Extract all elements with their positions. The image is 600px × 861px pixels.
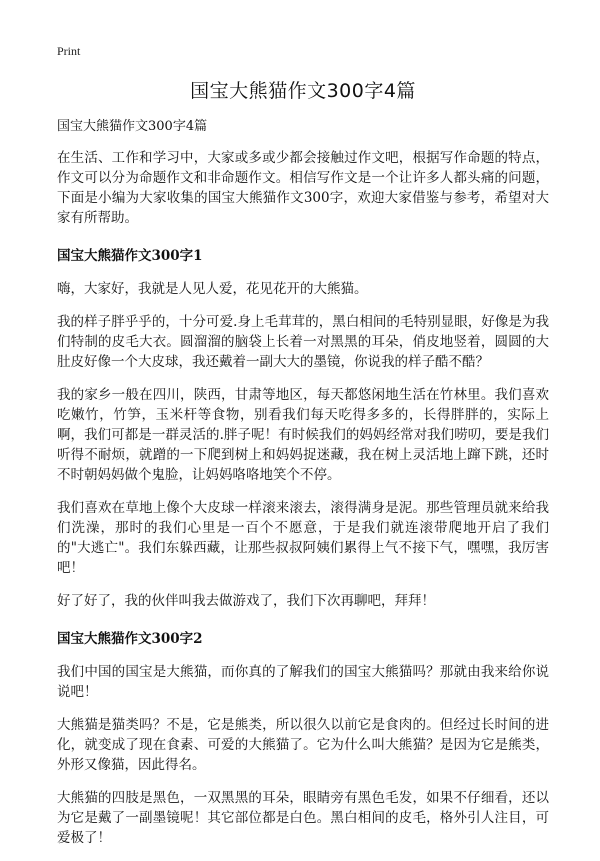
paragraph: 大熊猫是猫类吗？不是，它是熊类，所以很久以前它是食肉的。但经过长时间的进化，就变成了现在食素、可爱的大熊猫了。它为什么叫大熊猫？是因为它是熊类，外形又像猫，因此得名。 xyxy=(57,717,549,773)
paragraph: 我的家乡一般在四川，陕西，甘肃等地区，每天都悠闲地生活在竹林里。我们喜欢吃嫩竹，竹笋，玉米杆等食物，别看我们每天吃得多多的，长得胖胖的，实际上啊，我们可都是一群灵活的.胖子呢！有时候我们的妈妈经常对我们唠叨，要是我们听得不耐烦，就蹭的一下爬到树上和妈妈捉迷藏，我在树上灵活地上蹿下跳，还时不时朝妈妈做个鬼脸，让妈妈咯咯地笑个不停。 xyxy=(57,387,549,483)
paragraph: 我们中国的国宝是大熊猫，而你真的了解我们的国宝大熊猫吗？那就由我来给你说说吧！ xyxy=(57,664,549,700)
print-link[interactable]: Print xyxy=(57,44,81,58)
paragraph: 好了好了，我的伙伴叫我去做游戏了，我们下次再聊吧，拜拜！ xyxy=(57,593,435,609)
intro-paragraph: 在生活、工作和学习中，大家或多或少都会接触过作文吧，根据写作命题的特点，作文可以分为命题作文和非命题作文。相信写作文是一个让许多人都头痛的问题，下面是小编为大家收集的国宝大熊猫作文300字，欢迎大家借鉴与参考，希望对大家有所帮助。 xyxy=(57,150,549,226)
section-2 xyxy=(57,629,549,848)
article-subtitle: 国宝大熊猫作文300字4篇 xyxy=(57,119,208,134)
section-1 xyxy=(57,246,549,611)
paragraph: 我们喜欢在草地上像个大皮球一样滚来滚去，滚得满身是泥。那些管理员就来给我们洗澡，那时的我们心里是一百个不愿意，于是我们就连滚带爬地开启了我们的"大逃亡"。我们东躲西藏，让那些叔叔阿姨们累得上气不接下气，嘿嘿，我厉害吧！ xyxy=(57,500,549,576)
article xyxy=(57,78,549,861)
section-heading: 国宝大熊猫作文300字2 xyxy=(57,631,203,647)
paragraph: 我的样子胖乎乎的，十分可爱.身上毛茸茸的，黑白相间的毛特别显眼，好像是为我们特制的皮毛大衣。圆溜溜的脑袋上长着一对黑黑的耳朵，俏皮地竖着，圆圆的大肚皮好像一个大皮球，我还戴着一副大大的墨镜，你说我的样子酷不酷？ xyxy=(57,314,549,370)
paragraph: 嗨，大家好，我就是人见人爱，花见花开的大熊猫。 xyxy=(57,281,368,297)
section-heading: 国宝大熊猫作文300字1 xyxy=(57,248,203,264)
page-title: 国宝大熊猫作文300字4篇 xyxy=(190,80,416,102)
paragraph: 大熊猫的四肢是黑色，一双黑黑的耳朵，眼睛旁有黑色毛发，如果不仔细看，还以为它是戴了一副墨镜呢！其它部位都是白色。黑白相间的皮毛，格外引人注目，可爱极了！ xyxy=(57,790,549,846)
